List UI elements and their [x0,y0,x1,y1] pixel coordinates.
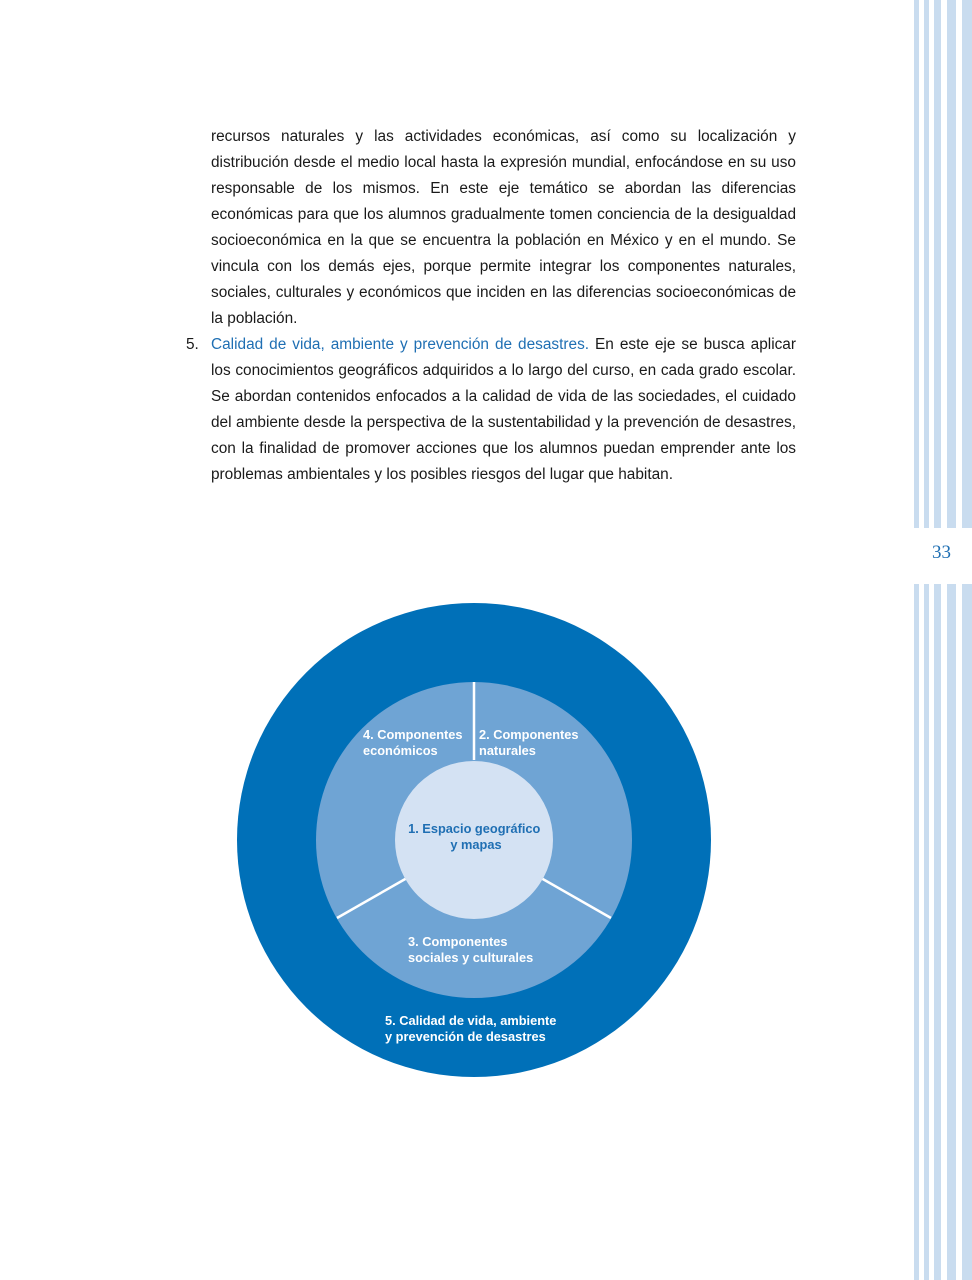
list-item-text: En este eje se busca aplicar los conocimientos geográficos adquiridos a lo largo del curso, en cada grado escolar. Se abordan contenidos enfocados a la calidad de vida de las sociedades, el cuidado del ambiente desde la perspectiva de la sustentabilidad y la prevención de desastres, con la finalidad de promover acciones que los alumnos puedan emprender ante los problemas ambientales y los posibles riesgos del lugar que habitan. [211,336,796,483]
page-number: 33 [932,542,951,563]
body-text [186,124,796,488]
list-number: 5. [186,336,199,353]
list-item-title: Calidad de vida, ambiente y prevención de desastres. [211,336,590,353]
segment-label-3: 3. Componentes sociales y culturales [408,934,534,965]
segment-label-4: 4. Componentes económicos [363,727,463,758]
segment-label-2: 2. Componentes naturales [479,727,579,758]
list-item-5 [186,332,796,488]
decorative-side-stripes [914,0,972,1280]
outer-label-5: 5. Calidad de vida, ambiente y prevención de desastres [385,1013,557,1044]
center-label: 1. Espacio geográfico y mapas [408,821,541,852]
concentric-diagram [236,602,712,1078]
continued-paragraph: recursos naturales y las actividades económicas, así como su localización y distribución desde el medio local hasta la expresión mundial, enfocándose en su uso responsable de los mismos. En este eje temático se abordan las diferencias económicas para que los alumnos gradualmente tomen conciencia de la desigualdad socioeconómica en la que se encuentra la población en México y en el mundo. Se vincula con los demás ejes, porque permite integrar los componentes naturales, sociales, culturales y económicos que inciden en las diferencias socioeconómicas de la población. [211,128,796,327]
